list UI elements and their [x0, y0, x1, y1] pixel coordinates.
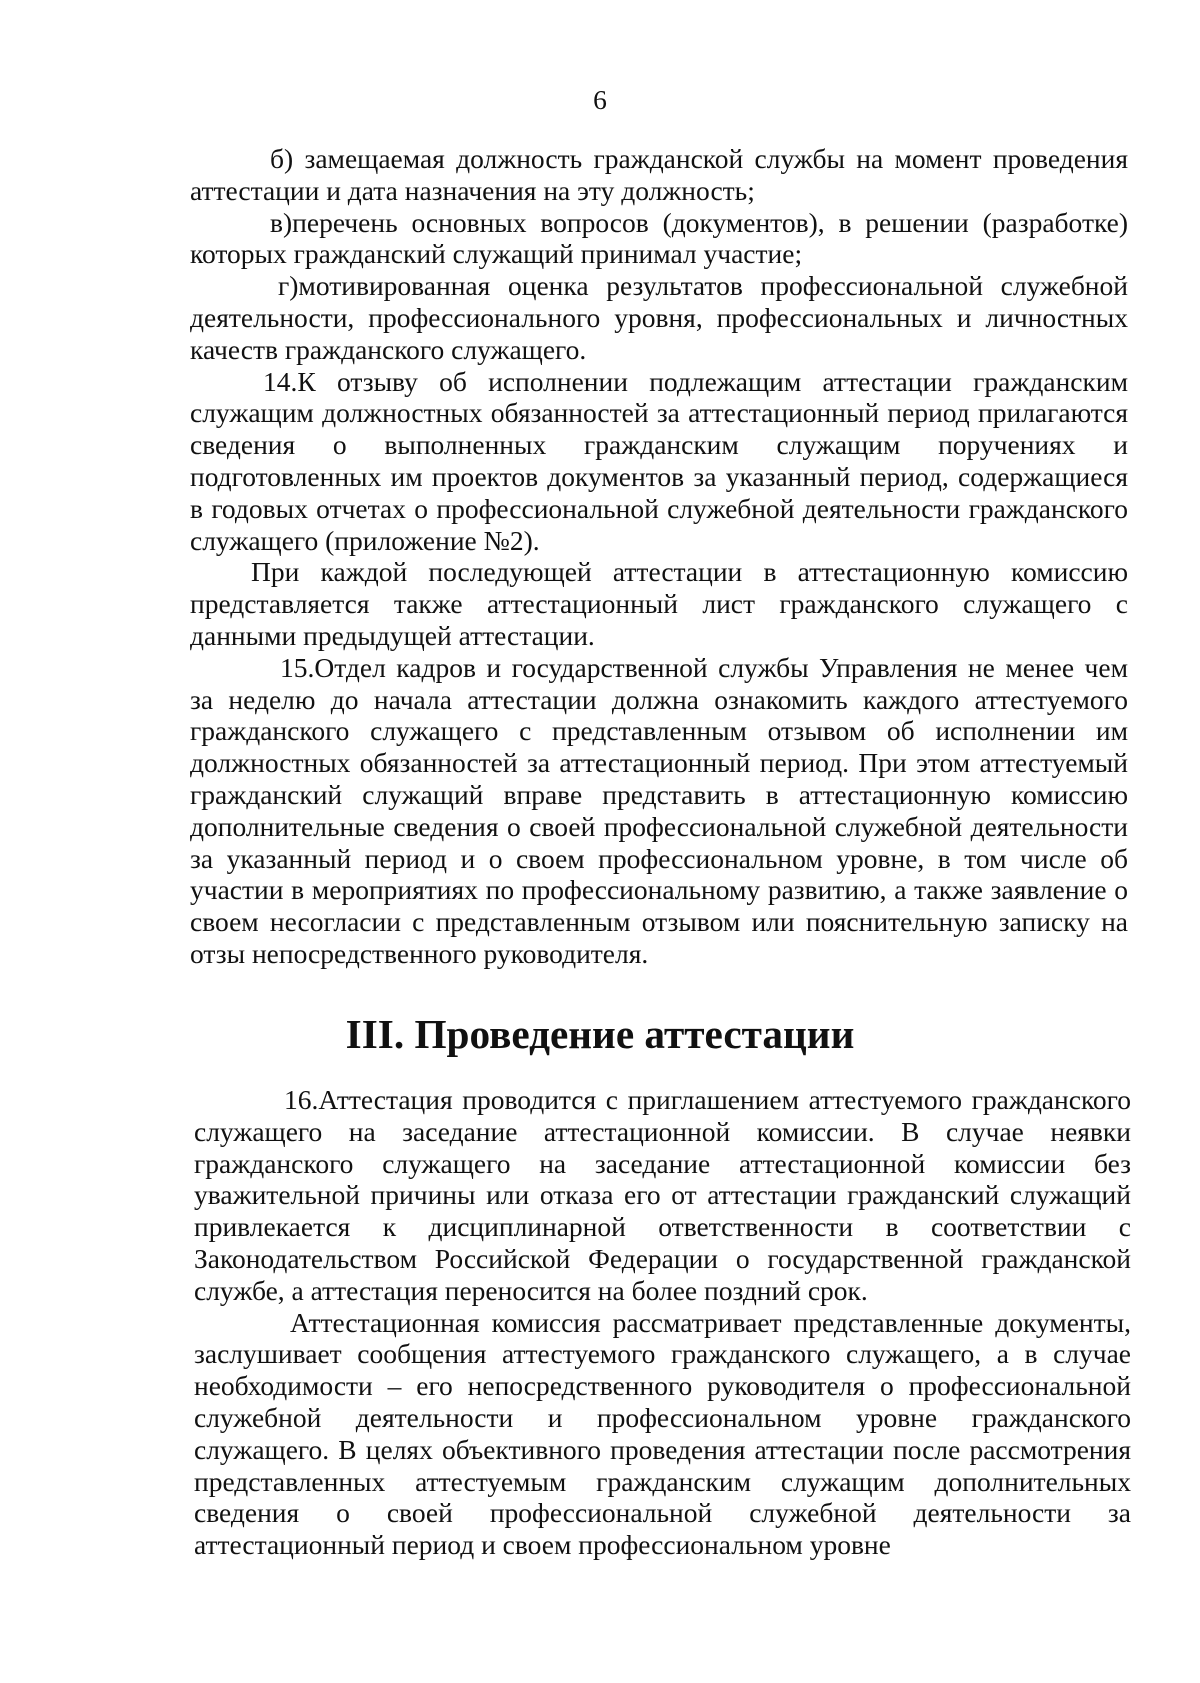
paragraph-14: 14.К отзыву об исполнении подлежащим аттестации гражданским служащим должностных обязанностей за аттестационный период прилагаются сведения о выполненных гражданским служащим поручениях и подготовленных им проектов документов за указанный период, содержащиеся в годовых отчетах о профессиональной служебной деятельности гражданского служащего (приложение №2).	[190, 365, 1128, 556]
text-block-upper	[190, 143, 1128, 970]
page-number: 6	[593, 84, 607, 115]
text-block-lower	[194, 1084, 1131, 1561]
section-heading: III. Проведение аттестации	[345, 1011, 855, 1057]
paragraph-item-v: в)перечень основных вопросов (документов), в решении (разработке) которых гражданский служащий принимал участие;	[190, 206, 1128, 270]
paragraph-item-b: б) замещаемая должность гражданской службы на момент проведения аттестации и дата назначения на эту должность;	[190, 143, 1128, 206]
paragraph-15: 15.Отдел кадров и государственной службы Управления не менее чем за неделю до начала аттестации должна ознакомить каждого аттестуемого гражданского служащего с представленным отзывом об исполнении им должностных обязанностей за аттестационный период. При этом аттестуемый гражданский служащий вправе представить в аттестационную комиссию дополнительные сведения о своей профессиональной служебной деятельности за указанный период и о своем профессиональном уровне, в том числе об участии в мероприятиях по профессиональному развитию, а также заявление о своем несогласии с представленным отзывом или пояснительную записку на отзы непосредственного руководителя.	[190, 651, 1128, 969]
paragraph-item-g: г)мотивированная оценка результатов профессиональной служебной деятельности, профессионального уровня, профессиональных и личностных качеств гражданского служащего.	[190, 270, 1128, 365]
paragraph-subsequent-attestation: При каждой последующей аттестации в аттестационную комиссию представляется также аттестационный лист гражданского служащего с данными предыдущей аттестации.	[190, 556, 1128, 651]
paragraph-commission-review: Аттестационная комиссия рассматривает представленные документы, заслушивает сообщения аттестуемого гражданского служащего, а в случае необходимости – его непосредственного руководителя о профессиональной служебной деятельности и профессиональном уровне гражданского служащего. В целях объективного проведения аттестации после рассмотрения представленных аттестуемым гражданским служащим дополнительных сведения о своей профессиональной служебной деятельности за аттестационный период и своем профессиональном уровне	[194, 1306, 1131, 1561]
paragraph-16: 16.Аттестация проводится с приглашением аттестуемого гражданского служащего на заседание аттестационной комиссии. В случае неявки гражданского служащего на заседание аттестационной комиссии без уважительной причины или отказа его от аттестации гражданский служащий привлекается к дисциплинарной ответственности в соответствии с Законодательством Российской Федерации о государственной гражданской службе, а аттестация переносится на более поздний срок.	[194, 1084, 1131, 1306]
